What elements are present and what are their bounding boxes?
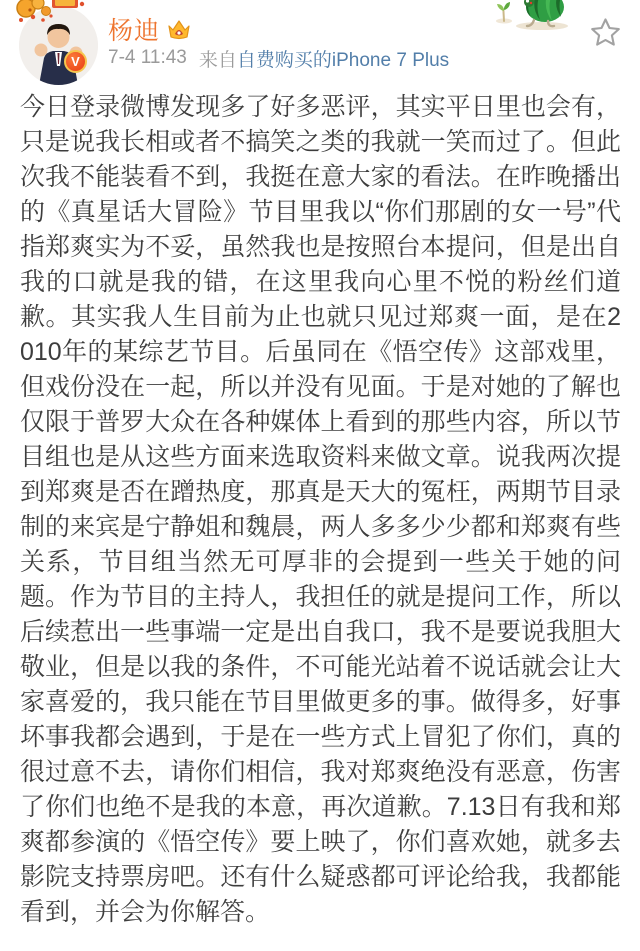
vip-crown-icon	[167, 18, 191, 40]
post-meta-row	[108, 46, 449, 70]
favorite-star-icon[interactable]	[589, 16, 622, 49]
source-prefix: 来自	[198, 49, 237, 71]
verified-badge-letter: V	[71, 54, 80, 69]
verified-v-badge	[64, 50, 87, 73]
username-row	[108, 14, 191, 44]
green-bug-pendant-icon	[490, 0, 576, 32]
source-device-link[interactable]: 自费购买的iPhone 7 Plus	[236, 49, 450, 71]
timestamp: 7-4 11:43	[108, 47, 187, 68]
post-text: 今日登录微博发现多了好多恶评，其实平日里也会有，只是说我长相或者不搞笑之类的我就一笑而过了。但此次我不能装看不到，我挺在意大家的看法。在昨晚播出的《真星话大冒险》节目里我以“你们那剧的女一号”代指郑爽实为不妥，虽然我也是按照台本提问，但是出自我的口就是我的错，在这里我向心里不悦的粉丝们道歉。其实我人生目前为止也就只见过郑爽一面，是在2010年的某综艺节目。后虽同在《悟空传》这部戏里，但戏份没在一起，所以并没有见面。于是对她的了解也仅限于普罗大众在各种媒体上看到的那些内容，所以节目组也是从这些方面来选取资料来做文章。说我两次提到郑爽是否在蹭热度，那真是天大的冤枉，两期节目录制的来宾是宁静姐和魏晨，两人多多少少都和郑爽有些关系，节目组当然无可厚非的会提到一些关于她的问题。作为节目的主持人，我担任的就是提问工作，所以后续惹出一些事端一定是出自我口，我不是要说我胆大敬业，但是以我的条件，不可能光站着不说话就会让大家喜爱的，我只能在节目里做更多的事。做得多，好事坏事我都会遇到，于是在一些方式上冒犯了你们，真的很过意不去，请你们相信，我对郑爽绝没有恶意，伤害了你们也绝不是我的本意，再次道歉。7.13日有我和郑爽都参演的《悟空传》要上映了，你们喜欢她，就多去影院支持票房吧。还有什么疑惑都可评论给我，我都能看到，并会为你解答。	[20, 93, 621, 926]
username[interactable]: 杨迪	[108, 17, 161, 45]
gold-confetti-decoration-icon	[12, 0, 94, 26]
